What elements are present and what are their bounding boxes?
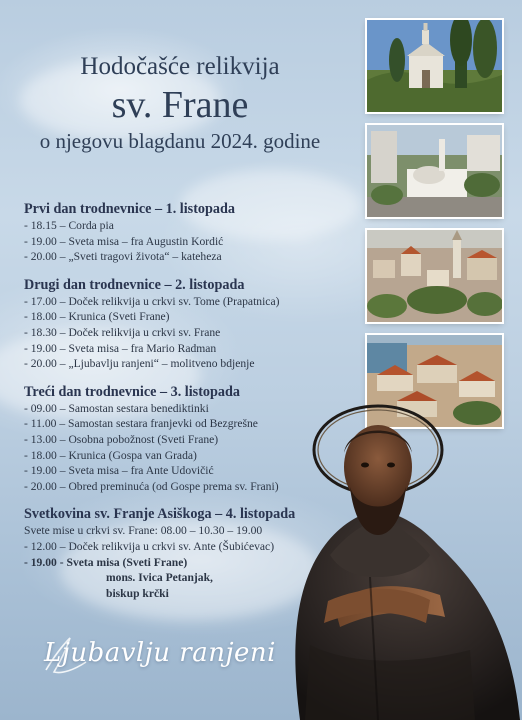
town-photo-3: [367, 230, 502, 322]
day-1: [24, 200, 354, 265]
schedule-item-main-mass: - 19.00 - Sveta misa (Sveti Frane): [24, 555, 188, 569]
schedule-item: - 20.00 – „Sveti tragovi života“ – kateheza: [24, 250, 222, 264]
schedule-item: - 18.00 – Krunica (Gospa van Grada): [24, 448, 197, 462]
schedule-item: - 11.00 – Samostan sestara franjevki od Bezgrešne: [24, 417, 258, 431]
schedule-item: Svete mise u crkvi sv. Frane: 08.00 – 10.30 – 19.00: [24, 524, 263, 538]
day-heading: Svetkovina sv. Franje Asiškoga – 4. listopada: [24, 506, 296, 523]
schedule-item: - 19.00 – Sveta misa – fra Ante Udovičić: [24, 464, 214, 478]
title-block: [0, 52, 360, 154]
day-heading: Treći dan trodnevnice – 3. listopada: [24, 383, 240, 400]
title-line-3: o njegovu blagdanu 2024. godine: [39, 129, 321, 153]
schedule-item: - 09.00 – Samostan sestara benediktinki: [24, 401, 209, 415]
day-2: [24, 276, 354, 372]
celebrant-name: mons. Ivica Petanjak,: [106, 571, 213, 585]
schedule-item: - 19.00 – Sveta misa – fra Mario Radman: [24, 341, 217, 355]
saint-francis-statue-image: [270, 395, 522, 720]
schedule-item: - 19.00 – Sveta misa – fra Augustin Kordić: [24, 234, 224, 248]
schedule-item: - 20.00 – „Ljubavlju ranjeni“ – molitveno bdjenje: [24, 357, 255, 371]
schedule-item: - 12.00 – Doček relikvija u crkvi sv. Ante (Šubićevac): [24, 539, 275, 553]
title-line-2: sv. Frane: [111, 84, 249, 126]
schedule-item: - 13.00 – Osobna pobožnost (Sveti Frane): [24, 432, 219, 446]
day-heading: Prvi dan trodnevnice – 1. listopada: [24, 201, 235, 217]
schedule-item: - 18.00 – Krunica (Sveti Frane): [24, 310, 170, 324]
day-heading: Drugi dan trodnevnice – 2. listopada: [24, 276, 245, 293]
schedule-item: - 18.30 – Doček relikvija u crkvi sv. Frane: [24, 325, 221, 339]
schedule-item: - 17.00 – Doček relikvija u crkvi sv. Tome (Prapatnica): [24, 294, 280, 308]
celebrant-title: biskup krčki: [106, 586, 169, 600]
title-line-1: Hodočašće relikvija: [80, 53, 280, 80]
church-photo-1: [367, 20, 502, 112]
church-photo-2: [367, 125, 502, 217]
signature-text: Ljubavlju ranjeni: [44, 638, 276, 668]
schedule-item: - 20.00 – Obred preminuća (od Gospe prema sv. Frani): [24, 479, 279, 493]
schedule-item: - 18.15 – Corda pia: [24, 219, 114, 232]
